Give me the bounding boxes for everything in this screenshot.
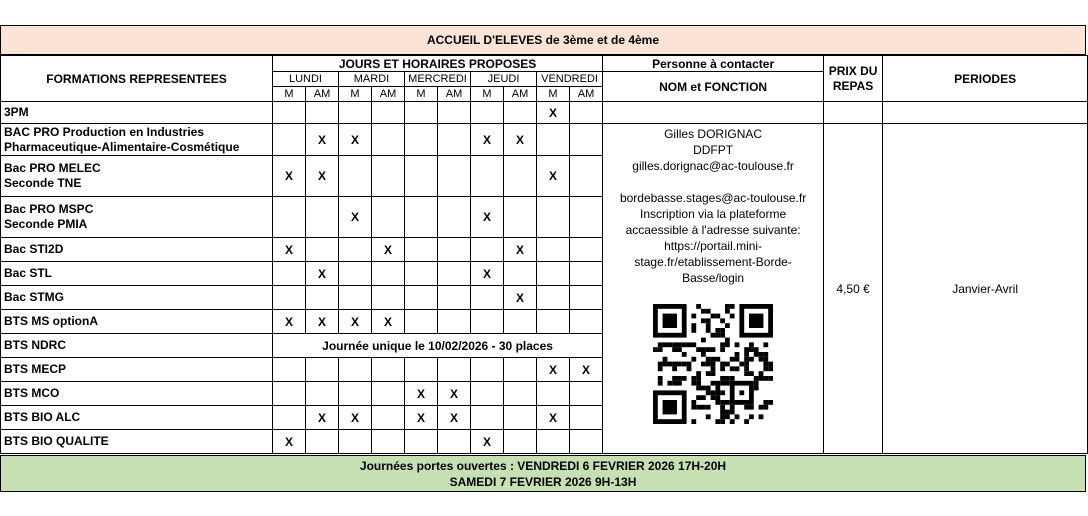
schedule-cell xyxy=(570,430,603,454)
contact-line3[interactable]: https://portail.mini- xyxy=(664,239,763,253)
slot-header: AM xyxy=(438,87,471,102)
periodes-header: PERIODES xyxy=(883,56,1088,102)
schedule-cell xyxy=(405,430,438,454)
schedule-cell xyxy=(504,262,537,286)
schedule-cell xyxy=(339,358,372,382)
schedule-cell: X xyxy=(306,310,339,334)
schedule-cell xyxy=(438,156,471,197)
schedule-cell xyxy=(438,124,471,156)
formation-name: Bac STL xyxy=(1,262,273,286)
schedule-table xyxy=(0,55,1088,454)
schedule-cell xyxy=(438,238,471,262)
schedule-cell xyxy=(438,262,471,286)
schedule-cell xyxy=(273,286,306,310)
contact-email2[interactable]: bordebasse.stages@ac-toulouse.fr xyxy=(619,191,807,205)
slot-header: M xyxy=(537,87,570,102)
schedule-cell xyxy=(405,238,438,262)
schedule-cell: X xyxy=(537,358,570,382)
day-header: VENDREDI xyxy=(537,72,603,87)
contact-email1[interactable]: gilles.dorignac@ac-toulouse.fr xyxy=(632,159,794,173)
schedule-cell xyxy=(504,156,537,197)
schedule-cell xyxy=(306,286,339,310)
schedule-cell xyxy=(570,286,603,310)
schedule-cell: X xyxy=(306,124,339,156)
schedule-cell xyxy=(537,238,570,262)
schedule-cell xyxy=(405,310,438,334)
schedule-cell xyxy=(537,197,570,238)
formation-name: BTS MS optionA xyxy=(1,310,273,334)
contact-subheader: NOM et FONCTION xyxy=(603,72,824,102)
schedule-cell xyxy=(306,358,339,382)
schedule-cell xyxy=(372,358,405,382)
schedule-cell: X xyxy=(570,358,603,382)
schedule-cell xyxy=(438,310,471,334)
schedule-cell xyxy=(372,406,405,430)
schedule-cell xyxy=(471,102,504,124)
schedule-cell xyxy=(339,262,372,286)
contact-role: DDFPT xyxy=(693,143,734,157)
slot-header: M xyxy=(405,87,438,102)
schedule-cell xyxy=(537,286,570,310)
prix-value: 4,50 € xyxy=(824,124,883,454)
schedule-cell xyxy=(537,430,570,454)
formation-name: Bac PRO MSPC Seconde PMIA xyxy=(1,197,273,238)
schedule-cell xyxy=(372,382,405,406)
formation-name: Bac STMG xyxy=(1,286,273,310)
schedule-cell xyxy=(372,286,405,310)
contact-line5: Basse/login xyxy=(682,271,745,285)
formation-name: BAC PRO Production en Industries Pharmaceutique-Alimentaire-Cosmétique xyxy=(1,124,273,156)
schedule-cell xyxy=(438,430,471,454)
schedule-cell: X xyxy=(471,430,504,454)
schedule-cell xyxy=(438,102,471,124)
schedule-cell: X xyxy=(471,197,504,238)
schedule-cell: X xyxy=(471,124,504,156)
schedule-cell xyxy=(372,197,405,238)
formations-header: FORMATIONS REPRESENTEES xyxy=(1,56,273,102)
schedule-cell xyxy=(339,430,372,454)
schedule-cell: X xyxy=(273,156,306,197)
slot-header: AM xyxy=(306,87,339,102)
schedule-cell xyxy=(570,102,603,124)
schedule-cell xyxy=(471,310,504,334)
schedule-cell: X xyxy=(504,238,537,262)
schedule-cell xyxy=(570,406,603,430)
schedule-cell: X xyxy=(537,102,570,124)
schedule-cell xyxy=(471,286,504,310)
slot-header: M xyxy=(273,87,306,102)
slot-header: AM xyxy=(372,87,405,102)
day-header: MERCREDI xyxy=(405,72,471,87)
slot-header: M xyxy=(471,87,504,102)
schedule-cell: X xyxy=(405,382,438,406)
schedule-cell xyxy=(306,102,339,124)
schedule-cell xyxy=(339,156,372,197)
schedule-cell: X xyxy=(306,406,339,430)
slot-header: M xyxy=(339,87,372,102)
schedule-cell: X xyxy=(273,238,306,262)
schedule-cell xyxy=(471,156,504,197)
schedule-cell xyxy=(306,197,339,238)
schedule-cell xyxy=(306,382,339,406)
slot-header: AM xyxy=(504,87,537,102)
schedule-cell xyxy=(405,286,438,310)
prix-header: PRIX DU REPAS xyxy=(824,56,883,102)
schedule-cell xyxy=(570,238,603,262)
schedule-cell xyxy=(273,124,306,156)
schedule-cell xyxy=(471,382,504,406)
schedule-cell xyxy=(273,102,306,124)
schedule-cell xyxy=(570,310,603,334)
schedule-cell xyxy=(339,286,372,310)
schedule-cell xyxy=(372,124,405,156)
formation-name: BTS BIO QUALITE xyxy=(1,430,273,454)
schedule-cell: X xyxy=(372,310,405,334)
schedule-cell: X xyxy=(372,238,405,262)
schedule-cell xyxy=(504,358,537,382)
table-row xyxy=(1,102,1088,124)
schedule-cell xyxy=(504,406,537,430)
schedule-cell: X xyxy=(537,406,570,430)
schedule-cell: X xyxy=(471,262,504,286)
schedule-cell xyxy=(273,358,306,382)
schedule-cell: X xyxy=(339,197,372,238)
slot-header: AM xyxy=(570,87,603,102)
formation-name: BTS MCO xyxy=(1,382,273,406)
formation-name: 3PM xyxy=(1,102,273,124)
schedule-cell xyxy=(537,124,570,156)
schedule-cell xyxy=(570,124,603,156)
schedule-cell xyxy=(504,310,537,334)
contact-line1: Inscription via la plateforme xyxy=(640,207,787,221)
day-header: JEUDI xyxy=(471,72,537,87)
open-days-footer xyxy=(0,455,1086,492)
schedule-cell: X xyxy=(504,124,537,156)
schedule-sheet xyxy=(0,25,1087,492)
qr-code-icon[interactable] xyxy=(653,304,773,424)
schedule-cell xyxy=(537,382,570,406)
schedule-cell xyxy=(438,197,471,238)
footer-line-2: SAMEDI 7 FEVRIER 2026 9H-13H xyxy=(449,475,637,489)
schedule-cell: X xyxy=(273,310,306,334)
schedule-cell xyxy=(504,430,537,454)
schedule-cell xyxy=(504,382,537,406)
schedule-cell xyxy=(405,197,438,238)
schedule-cell: X xyxy=(405,406,438,430)
schedule-cell xyxy=(504,197,537,238)
schedule-cell xyxy=(471,238,504,262)
schedule-cell: X xyxy=(306,262,339,286)
formation-name: BTS BIO ALC xyxy=(1,406,273,430)
footer-line-1: Journées portes ouvertes : VENDREDI 6 FEVRIER 2026 17H-20H xyxy=(359,459,727,473)
schedule-cell: X xyxy=(273,430,306,454)
formation-name: Bac PRO MELEC Seconde TNE xyxy=(1,156,273,197)
schedule-cell xyxy=(537,310,570,334)
contact-empty-cell xyxy=(603,102,824,124)
contact-line4: stage.fr/etablissement-Borde- xyxy=(634,255,792,269)
jours-header: JOURS ET HORAIRES PROPOSES xyxy=(273,56,603,72)
schedule-cell: X xyxy=(438,382,471,406)
contact-line2: accaessible à l'adresse suivante: xyxy=(625,223,801,237)
schedule-cell: X xyxy=(339,310,372,334)
schedule-cell xyxy=(570,156,603,197)
schedule-cell xyxy=(339,382,372,406)
schedule-cell xyxy=(405,156,438,197)
sheet-title: ACCUEIL D'ELEVES de 3ème et de 4ème xyxy=(0,25,1086,55)
schedule-cell xyxy=(306,430,339,454)
schedule-cell xyxy=(273,197,306,238)
schedule-cell xyxy=(504,102,537,124)
contact-header: Personne à contacter xyxy=(603,56,824,72)
schedule-cell xyxy=(405,124,438,156)
schedule-cell: X xyxy=(306,156,339,197)
schedule-cell: X xyxy=(339,124,372,156)
schedule-cell xyxy=(372,262,405,286)
schedule-cell xyxy=(372,430,405,454)
single-day-note: Journée unique le 10/02/2026 - 30 places xyxy=(273,334,603,358)
day-header: MARDI xyxy=(339,72,405,87)
day-header: LUNDI xyxy=(273,72,339,87)
schedule-cell xyxy=(339,102,372,124)
schedule-cell: X xyxy=(537,156,570,197)
schedule-cell xyxy=(372,156,405,197)
schedule-cell: X xyxy=(339,406,372,430)
schedule-cell xyxy=(471,358,504,382)
formation-name: BTS MECP xyxy=(1,358,273,382)
schedule-cell xyxy=(438,286,471,310)
schedule-cell xyxy=(471,406,504,430)
schedule-cell xyxy=(570,262,603,286)
schedule-cell xyxy=(273,262,306,286)
schedule-cell xyxy=(405,358,438,382)
periode-value: Janvier-Avril xyxy=(883,124,1088,454)
schedule-cell xyxy=(570,382,603,406)
schedule-cell xyxy=(570,197,603,238)
schedule-cell xyxy=(273,406,306,430)
schedule-cell xyxy=(405,262,438,286)
schedule-cell: X xyxy=(504,286,537,310)
schedule-cell xyxy=(306,238,339,262)
schedule-cell xyxy=(339,238,372,262)
schedule-cell xyxy=(372,102,405,124)
contact-name: Gilles DORIGNAC xyxy=(664,127,763,141)
periode-empty-cell xyxy=(883,102,1088,124)
schedule-cell xyxy=(537,262,570,286)
contact-cell xyxy=(603,124,824,454)
schedule-cell xyxy=(273,382,306,406)
prix-empty-cell xyxy=(824,102,883,124)
formation-name: BTS NDRC xyxy=(1,334,273,358)
schedule-cell: X xyxy=(438,406,471,430)
table-row xyxy=(1,124,1088,156)
schedule-cell xyxy=(405,102,438,124)
formation-name: Bac STI2D xyxy=(1,238,273,262)
schedule-cell xyxy=(438,358,471,382)
